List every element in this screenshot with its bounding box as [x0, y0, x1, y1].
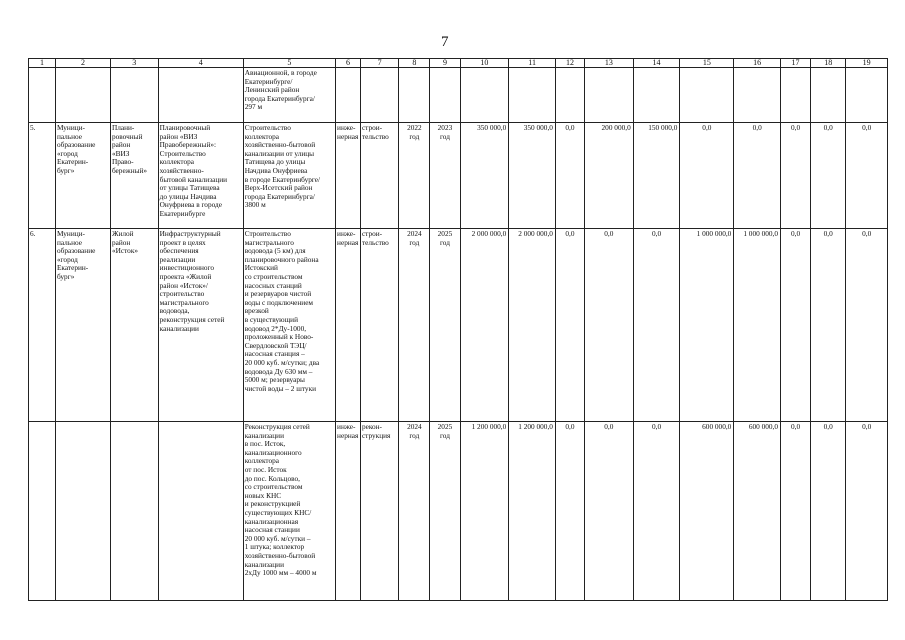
cell-value: 0,0 [846, 422, 888, 601]
col-header: 12 [555, 59, 584, 68]
cell-value: 0,0 [555, 229, 584, 422]
cell-value: 0,0 [584, 229, 633, 422]
cell-object: Авиационной, в городе Екатеринбурге/ Ленинский район города Екатеринбурга/ 297 м [243, 68, 335, 123]
cell-value: 2 000 000,0 [509, 229, 556, 422]
cell-object: Реконструкция сетей канализации в пос. Исток, канализационного коллектора от пос. Исток до пос. Кольцово, со строительством новых КНС и реконструкцией существующих КНС/ канализационная насосная станции 20 000 куб. м/сутки – 1 штука; коллектор хозяйственно-бытовой канализации 2хДу 1000 мм – 4000 м [243, 422, 335, 601]
col-header: 3 [110, 59, 158, 68]
col-header: 9 [430, 59, 460, 68]
cell-value: 1 000 000,0 [680, 229, 734, 422]
cell-end-year [430, 68, 460, 123]
cell-municipality [55, 422, 110, 601]
cell-value: 0,0 [811, 229, 846, 422]
cell-project [158, 422, 243, 601]
cell-project: Инфраструктурный проект в целях обеспечения реализации инвестиционного проекта «Жилой район «Исток»/ строительство магистрального водовода, реконструкция сетей канализации [158, 229, 243, 422]
cell-district [110, 68, 158, 123]
cell-type: инже- нерная [336, 422, 361, 601]
cell-value [811, 68, 846, 123]
col-header: 15 [680, 59, 734, 68]
cell-district: Плани- ровочный район «ВИЗ Право- бережный» [110, 123, 158, 229]
cell-index [29, 68, 56, 123]
cell-work [360, 68, 398, 123]
cell-index: 6. [29, 229, 56, 422]
cell-end-year: 2025 год [430, 229, 460, 422]
col-header: 16 [734, 59, 781, 68]
table-row [29, 123, 888, 229]
cell-value: 0,0 [734, 123, 781, 229]
col-header: 8 [399, 59, 430, 68]
cell-value: 0,0 [811, 123, 846, 229]
cell-value: 0,0 [633, 422, 680, 601]
cell-project [158, 68, 243, 123]
cell-object: Строительство магистрального водовода (5 км) для планировочного района Истокский со строительством насосных станций и резервуаров чистой воды с подключением врезкой в существующий водовод 2*Ду-1000, проложенный к Ново- Свердловской ТЭЦ/ насосная станция – 20 000 куб. м/сутки; два водовода Ду 630 мм – 5000 м; резервуары чистой воды – 2 штуки [243, 229, 335, 422]
cell-work: рекон- струкция [360, 422, 398, 601]
cell-district: Жилой район «Исток» [110, 229, 158, 422]
cell-value: 1 000 000,0 [734, 229, 781, 422]
cell-value: 1 200 000,0 [460, 422, 509, 601]
cell-project: Планировочный район «ВИЗ Правобережный»: Строительство коллектора хозяйственно- бытовой канализации от улицы Татищева до улицы Начдива Онуфриева в городе Екатеринбурге [158, 123, 243, 229]
col-header: 1 [29, 59, 56, 68]
cell-work: строи- тельство [360, 123, 398, 229]
cell-value [734, 68, 781, 123]
cell-value: 0,0 [781, 123, 811, 229]
cell-value [680, 68, 734, 123]
col-header: 10 [460, 59, 509, 68]
cell-municipality [55, 68, 110, 123]
cell-value: 0,0 [811, 422, 846, 601]
cell-start-year [399, 68, 430, 123]
cell-value: 200 000,0 [584, 123, 633, 229]
cell-value [509, 68, 556, 123]
col-header: 4 [158, 59, 243, 68]
cell-municipality: Муници- пальное образование «город Екатерин- бург» [55, 229, 110, 422]
cell-value: 600 000,0 [680, 422, 734, 601]
cell-value: 0,0 [584, 422, 633, 601]
cell-value: 150 000,0 [633, 123, 680, 229]
cell-start-year: 2024 год [399, 229, 430, 422]
cell-value: 2 000 000,0 [460, 229, 509, 422]
cell-type [336, 68, 361, 123]
cell-end-year: 2025 год [430, 422, 460, 601]
col-header: 13 [584, 59, 633, 68]
cell-value: 0,0 [680, 123, 734, 229]
cell-value: 0,0 [555, 123, 584, 229]
column-number-row [29, 59, 888, 68]
cell-value: 0,0 [781, 229, 811, 422]
col-header: 14 [633, 59, 680, 68]
cell-value [584, 68, 633, 123]
cell-type: инже- нерная [336, 229, 361, 422]
cell-index [29, 422, 56, 601]
cell-value: 0,0 [633, 229, 680, 422]
table-row [29, 422, 888, 601]
cell-value: 1 200 000,0 [509, 422, 556, 601]
col-header: 11 [509, 59, 556, 68]
cell-value: 600 000,0 [734, 422, 781, 601]
cell-value: 0,0 [846, 229, 888, 422]
cell-value: 350 000,0 [509, 123, 556, 229]
col-header: 17 [781, 59, 811, 68]
cell-value: 350 000,0 [460, 123, 509, 229]
cell-start-year: 2022 год [399, 123, 430, 229]
table-row [29, 229, 888, 422]
cell-district [110, 422, 158, 601]
cell-value: 0,0 [781, 422, 811, 601]
cell-value [555, 68, 584, 123]
cell-value [846, 68, 888, 123]
cell-work: строи- тельство [360, 229, 398, 422]
col-header: 7 [360, 59, 398, 68]
cell-value: 0,0 [555, 422, 584, 601]
cell-municipality: Муници- пальное образование «город Екатерин- бург» [55, 123, 110, 229]
cell-object: Строительство коллектора хозяйственно-бытовой канализации от улицы Татищева до улицы Начдива Онуфриева в городе Екатеринбурге/ Верх-Исетский район города Екатеринбурга/ 3800 м [243, 123, 335, 229]
cell-value [781, 68, 811, 123]
col-header: 6 [336, 59, 361, 68]
col-header: 18 [811, 59, 846, 68]
cell-end-year: 2023 год [430, 123, 460, 229]
cell-value [460, 68, 509, 123]
col-header: 19 [846, 59, 888, 68]
cell-value: 0,0 [846, 123, 888, 229]
page-number: 7 [441, 34, 449, 50]
col-header: 5 [243, 59, 335, 68]
cell-type: инже- нерная [336, 123, 361, 229]
table-row [29, 68, 888, 123]
cell-start-year: 2024 год [399, 422, 430, 601]
cell-value [633, 68, 680, 123]
investment-projects-table [28, 58, 888, 601]
col-header: 2 [55, 59, 110, 68]
cell-index: 5. [29, 123, 56, 229]
